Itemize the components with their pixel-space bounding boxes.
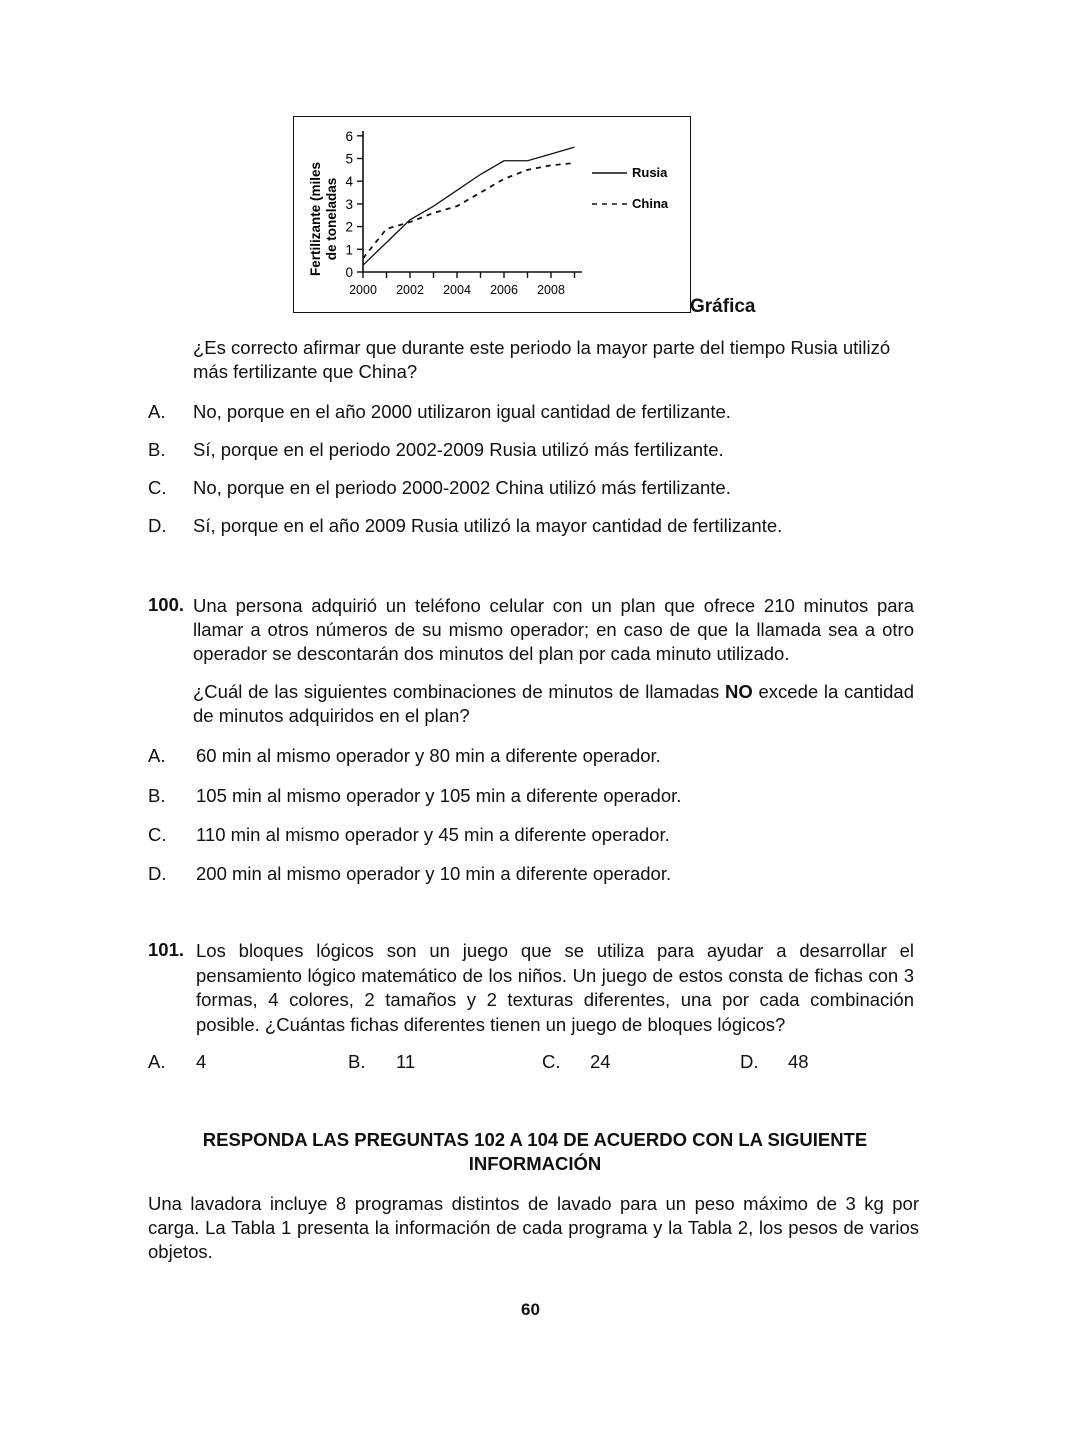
section-body: Una lavadora incluye 8 programas distintos de lavado para un peso máximo de 3 kg por carga. La Tabla 1 presenta la información de cada programa y la Tabla 2, los pesos de varios objetos. [148, 1193, 919, 1262]
y-tick-label: 2 [345, 220, 354, 236]
q100-option-c-letter: C. [148, 824, 167, 845]
q99-option-c-letter: C. [148, 477, 167, 498]
x-tick-label: 2008 [537, 283, 566, 298]
section-heading-line-1: RESPONDA LAS PREGUNTAS 102 A 104 DE ACUERDO CON LA SIGUIENTE [202, 1129, 868, 1150]
q100-option-a[interactable]: 60 min al mismo operador y 80 min a diferente operador. [196, 745, 661, 766]
q101-option-a-letter: A. [148, 1051, 166, 1072]
q101-option-a[interactable]: 4 [196, 1051, 207, 1072]
y-tick-label: 6 [345, 129, 354, 145]
q100-number: 100. [148, 594, 185, 615]
y-tick-label: 4 [345, 174, 354, 190]
q100-option-d-letter: D. [148, 863, 167, 884]
x-tick-label: 2004 [443, 283, 472, 298]
x-tick-label: 2000 [349, 283, 378, 298]
q100-option-b[interactable]: 105 min al mismo operador y 105 min a diferente operador. [196, 785, 682, 806]
q100-option-c[interactable]: 110 min al mismo operador y 45 min a diferente operador. [196, 824, 670, 845]
q100-option-a-letter: A. [148, 745, 166, 766]
q101-option-d[interactable]: 48 [788, 1051, 809, 1072]
q99-option-a[interactable]: No, porque en el año 2000 utilizaron igual cantidad de fertilizante. [193, 401, 731, 422]
q100-question [193, 680, 914, 728]
q101-number: 101. [148, 939, 185, 960]
y-tick-label: 5 [345, 151, 354, 167]
x-ticks [350, 272, 575, 297]
series-rusia [363, 148, 575, 266]
y-ticks [346, 129, 364, 280]
legend-china-label: China [632, 196, 669, 212]
svg-text:Fertilizante (miles: Fertilizante (miles [308, 162, 324, 277]
q100-question-pre: ¿Cuál de las siguientes combinaciones de minutos de llamadas [193, 681, 720, 702]
x-tick-label: 2006 [490, 283, 519, 298]
x-tick-label: 2002 [396, 283, 425, 298]
q101-option-c-letter: C. [542, 1051, 561, 1072]
y-tick-label: 3 [345, 197, 354, 213]
line-chart-figure [293, 116, 691, 313]
q101-option-b[interactable]: 11 [396, 1051, 416, 1072]
legend [592, 165, 669, 211]
q101-option-c[interactable]: 24 [590, 1051, 611, 1072]
line-chart [292, 115, 690, 312]
q101-option-b-letter: B. [348, 1051, 366, 1072]
q100-option-b-letter: B. [148, 785, 166, 806]
q99-option-a-letter: A. [148, 401, 166, 422]
section-heading-line-2: INFORMACIÓN [468, 1153, 602, 1174]
figure-caption: Gráfica [690, 296, 756, 317]
q101-option-d-letter: D. [740, 1051, 759, 1072]
q100-question-post: excede la cantidad de minutos adquiridos en el plan? [193, 681, 914, 726]
y-axis-label [308, 162, 339, 276]
q99-option-d[interactable]: Sí, porque en el año 2009 Rusia utilizó la mayor cantidad de fertilizante. [193, 515, 783, 536]
page-number: 60 [521, 1300, 540, 1319]
q100-stem: Una persona adquirió un teléfono celular con un plan que ofrece 210 minutos para llamar a otros números de su mismo operador; en caso de que la llamada sea a otro operador se descontarán dos minutos del plan por cada minuto utilizado. [193, 595, 914, 664]
y-tick-label: 1 [345, 242, 354, 258]
q99-option-b-letter: B. [148, 439, 166, 460]
chart-series [363, 148, 575, 266]
q99-stem: ¿Es correcto afirmar que durante este periodo la mayor parte del tiempo Rusia utilizó más fertilizante que China? [193, 337, 891, 382]
q99-option-d-letter: D. [148, 515, 167, 536]
q99-option-c[interactable]: No, porque en el periodo 2000-2002 China utilizó más fertilizante. [193, 477, 731, 498]
q99-option-b[interactable]: Sí, porque en el periodo 2002-2009 Rusia utilizó más fertilizante. [193, 439, 724, 460]
q100-option-d[interactable]: 200 min al mismo operador y 10 min a diferente operador. [196, 863, 672, 884]
q100-question-emphasis: NO [725, 681, 753, 702]
series-china [363, 163, 575, 258]
q101-stem: Los bloques lógicos son un juego que se utiliza para ayudar a desarrollar el pensamiento lógico matemático de los niños. Un juego de estos consta de fichas con 3 formas, 4 colores, 2 tamaños y 2 texturas diferentes, una por cada combinación posible. ¿Cuántas fichas diferentes tienen un juego de bloques lógicos? [196, 940, 914, 1035]
legend-rusia-label: Rusia [632, 165, 668, 181]
y-tick-label: 0 [345, 265, 354, 281]
svg-text:de toneladas: de toneladas [324, 178, 340, 261]
section-heading [150, 1128, 920, 1176]
